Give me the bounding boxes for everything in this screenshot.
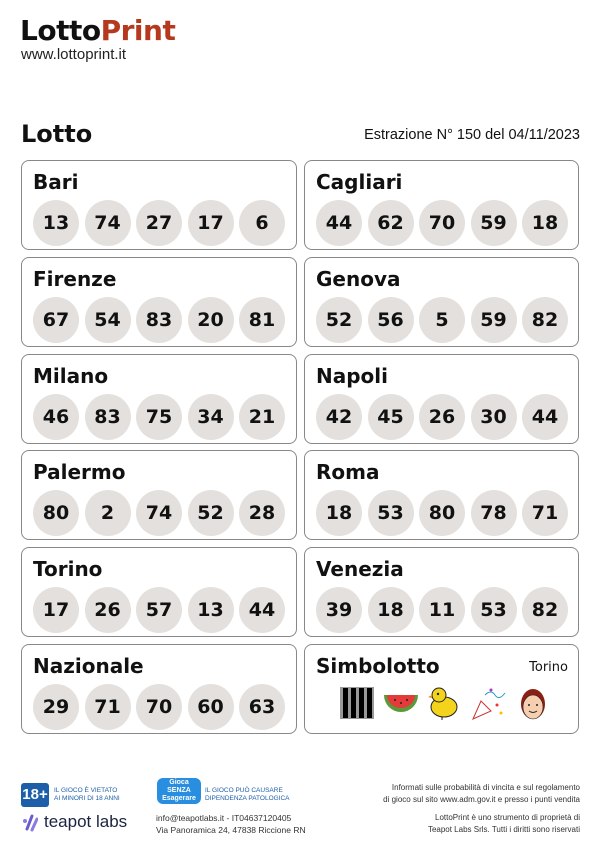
number-ball: 44 <box>316 200 362 246</box>
info-line-1: Informati sulle probabilità di vincita e sul regolamento <box>391 783 580 792</box>
teapot-labs-logo <box>22 812 127 832</box>
wheel-card-bari <box>21 160 297 250</box>
legal-text <box>428 812 580 836</box>
number-ball: 2 <box>85 490 131 536</box>
chick-icon <box>427 685 463 721</box>
watermelon-icon <box>383 685 419 721</box>
number-ball: 34 <box>188 394 234 440</box>
number-ball: 62 <box>368 200 414 246</box>
number-ball: 81 <box>239 297 285 343</box>
number-ball: 45 <box>368 394 414 440</box>
wheel-name: Firenze <box>33 266 117 291</box>
number-ball: 29 <box>33 684 79 730</box>
wheel-card-genova <box>304 257 579 347</box>
number-ball: 26 <box>419 394 465 440</box>
number-ball: 67 <box>33 297 79 343</box>
number-ball: 52 <box>188 490 234 536</box>
addiction-warning <box>205 787 290 803</box>
logo-lotto: Lotto <box>20 14 101 47</box>
wheel-name: Torino <box>33 557 103 582</box>
number-ball: 46 <box>33 394 79 440</box>
wheel-card-palermo <box>21 450 297 540</box>
teapot-labs-icon <box>22 812 38 832</box>
wheel-card-roma <box>304 450 579 540</box>
number-ball: 26 <box>85 587 131 633</box>
logo-print: Print <box>100 14 176 47</box>
number-ball: 71 <box>522 490 568 536</box>
numbers-row <box>316 200 568 246</box>
number-ball: 59 <box>471 200 517 246</box>
wheel-name: Genova <box>316 266 401 291</box>
number-ball: 54 <box>85 297 131 343</box>
number-ball: 13 <box>188 587 234 633</box>
numbers-row <box>33 587 285 633</box>
number-ball: 63 <box>239 684 285 730</box>
number-ball: 5 <box>419 297 465 343</box>
number-ball: 20 <box>188 297 234 343</box>
number-ball: 44 <box>522 394 568 440</box>
wheel-name: Nazionale <box>33 654 144 678</box>
age-text-1: IL GIOCO È VIETATO <box>54 787 118 794</box>
numbers-row <box>33 200 285 246</box>
numbers-row <box>33 394 285 440</box>
numbers-row <box>316 394 568 440</box>
number-ball: 83 <box>85 394 131 440</box>
wheel-card-napoli <box>304 354 579 444</box>
party-popper-icon <box>471 685 507 721</box>
number-ball: 75 <box>136 394 182 440</box>
age-warning <box>54 787 120 803</box>
wheel-name: Napoli <box>316 363 389 388</box>
number-ball: 39 <box>316 587 362 633</box>
simbolotto-card <box>304 644 579 734</box>
number-ball: 17 <box>188 200 234 246</box>
numbers-row <box>33 684 285 730</box>
numbers-row <box>33 297 285 343</box>
number-ball: 83 <box>136 297 182 343</box>
number-ball: 80 <box>33 490 79 536</box>
simbolotto-wheel: Torino <box>529 660 568 675</box>
number-ball: 70 <box>136 684 182 730</box>
simbolotto-title: Simbolotto <box>316 654 440 678</box>
age-18-badge: 18+ <box>21 783 49 807</box>
number-ball: 70 <box>419 200 465 246</box>
wheel-card-venezia <box>304 547 579 637</box>
legal-line-1: LottoPrint è uno strumento di proprietà di <box>435 813 580 822</box>
number-ball: 11 <box>419 587 465 633</box>
prison-bars-icon <box>339 685 375 721</box>
legal-line-2: Teapot Labs Srls. Tutti i diritti sono riservati <box>427 825 580 834</box>
logo <box>20 14 175 47</box>
gioca-text-1: IL GIOCO PUÒ CAUSARE <box>205 787 283 794</box>
wheel-card-cagliari <box>304 160 579 250</box>
contact-email: info@teapotlabs.it - IT04637120405 <box>156 813 292 823</box>
number-ball: 82 <box>522 587 568 633</box>
age-text-2: AI MINORI DI 18 ANNI <box>54 795 120 802</box>
number-ball: 78 <box>471 490 517 536</box>
number-ball: 42 <box>316 394 362 440</box>
number-ball: 80 <box>419 490 465 536</box>
number-ball: 21 <box>239 394 285 440</box>
brand-name: teapot labs <box>44 812 128 831</box>
numbers-row <box>33 490 285 536</box>
wheel-card-milano <box>21 354 297 444</box>
contact-info <box>156 812 306 836</box>
number-ball: 18 <box>522 200 568 246</box>
number-ball: 13 <box>33 200 79 246</box>
number-ball: 60 <box>188 684 234 730</box>
info-text <box>383 782 580 806</box>
number-ball: 53 <box>471 587 517 633</box>
wheel-card-torino <box>21 547 297 637</box>
number-ball: 53 <box>368 490 414 536</box>
numbers-row <box>316 490 568 536</box>
face-icon <box>515 685 551 721</box>
numbers-row <box>316 297 568 343</box>
number-ball: 71 <box>85 684 131 730</box>
wheel-card-firenze <box>21 257 297 347</box>
number-ball: 52 <box>316 297 362 343</box>
number-ball: 74 <box>85 200 131 246</box>
number-ball: 74 <box>136 490 182 536</box>
contact-address: Via Panoramica 24, 47838 Riccione RN <box>156 825 306 835</box>
info-line-2: di gioco sul sito www.adm.gov.it e presso i punti vendita <box>383 795 580 804</box>
wheel-name: Venezia <box>316 557 404 582</box>
gioca-senza-esagerare-logo: Gioca SENZA Esagerare <box>157 778 201 804</box>
site-url: www.lottoprint.it <box>21 46 127 63</box>
wheel-name: Bari <box>33 170 79 194</box>
number-ball: 59 <box>471 297 517 343</box>
wheel-name: Roma <box>316 460 380 485</box>
wheel-card-nazionale <box>21 644 297 734</box>
number-ball: 17 <box>33 587 79 633</box>
number-ball: 18 <box>316 490 362 536</box>
wheel-name: Cagliari <box>316 170 403 194</box>
number-ball: 82 <box>522 297 568 343</box>
number-ball: 28 <box>239 490 285 536</box>
numbers-row <box>316 587 568 633</box>
number-ball: 44 <box>239 587 285 633</box>
number-ball: 56 <box>368 297 414 343</box>
number-ball: 27 <box>136 200 182 246</box>
number-ball: 18 <box>368 587 414 633</box>
page-title: Lotto <box>21 120 93 148</box>
gioca-text-2: DIPENDENZA PATOLOGICA <box>205 795 290 802</box>
number-ball: 30 <box>471 394 517 440</box>
number-ball: 57 <box>136 587 182 633</box>
wheel-name: Palermo <box>33 460 126 485</box>
number-ball: 6 <box>239 200 285 246</box>
wheel-name: Milano <box>33 363 109 388</box>
draw-info: Estrazione N° 150 del 04/11/2023 <box>364 127 580 143</box>
